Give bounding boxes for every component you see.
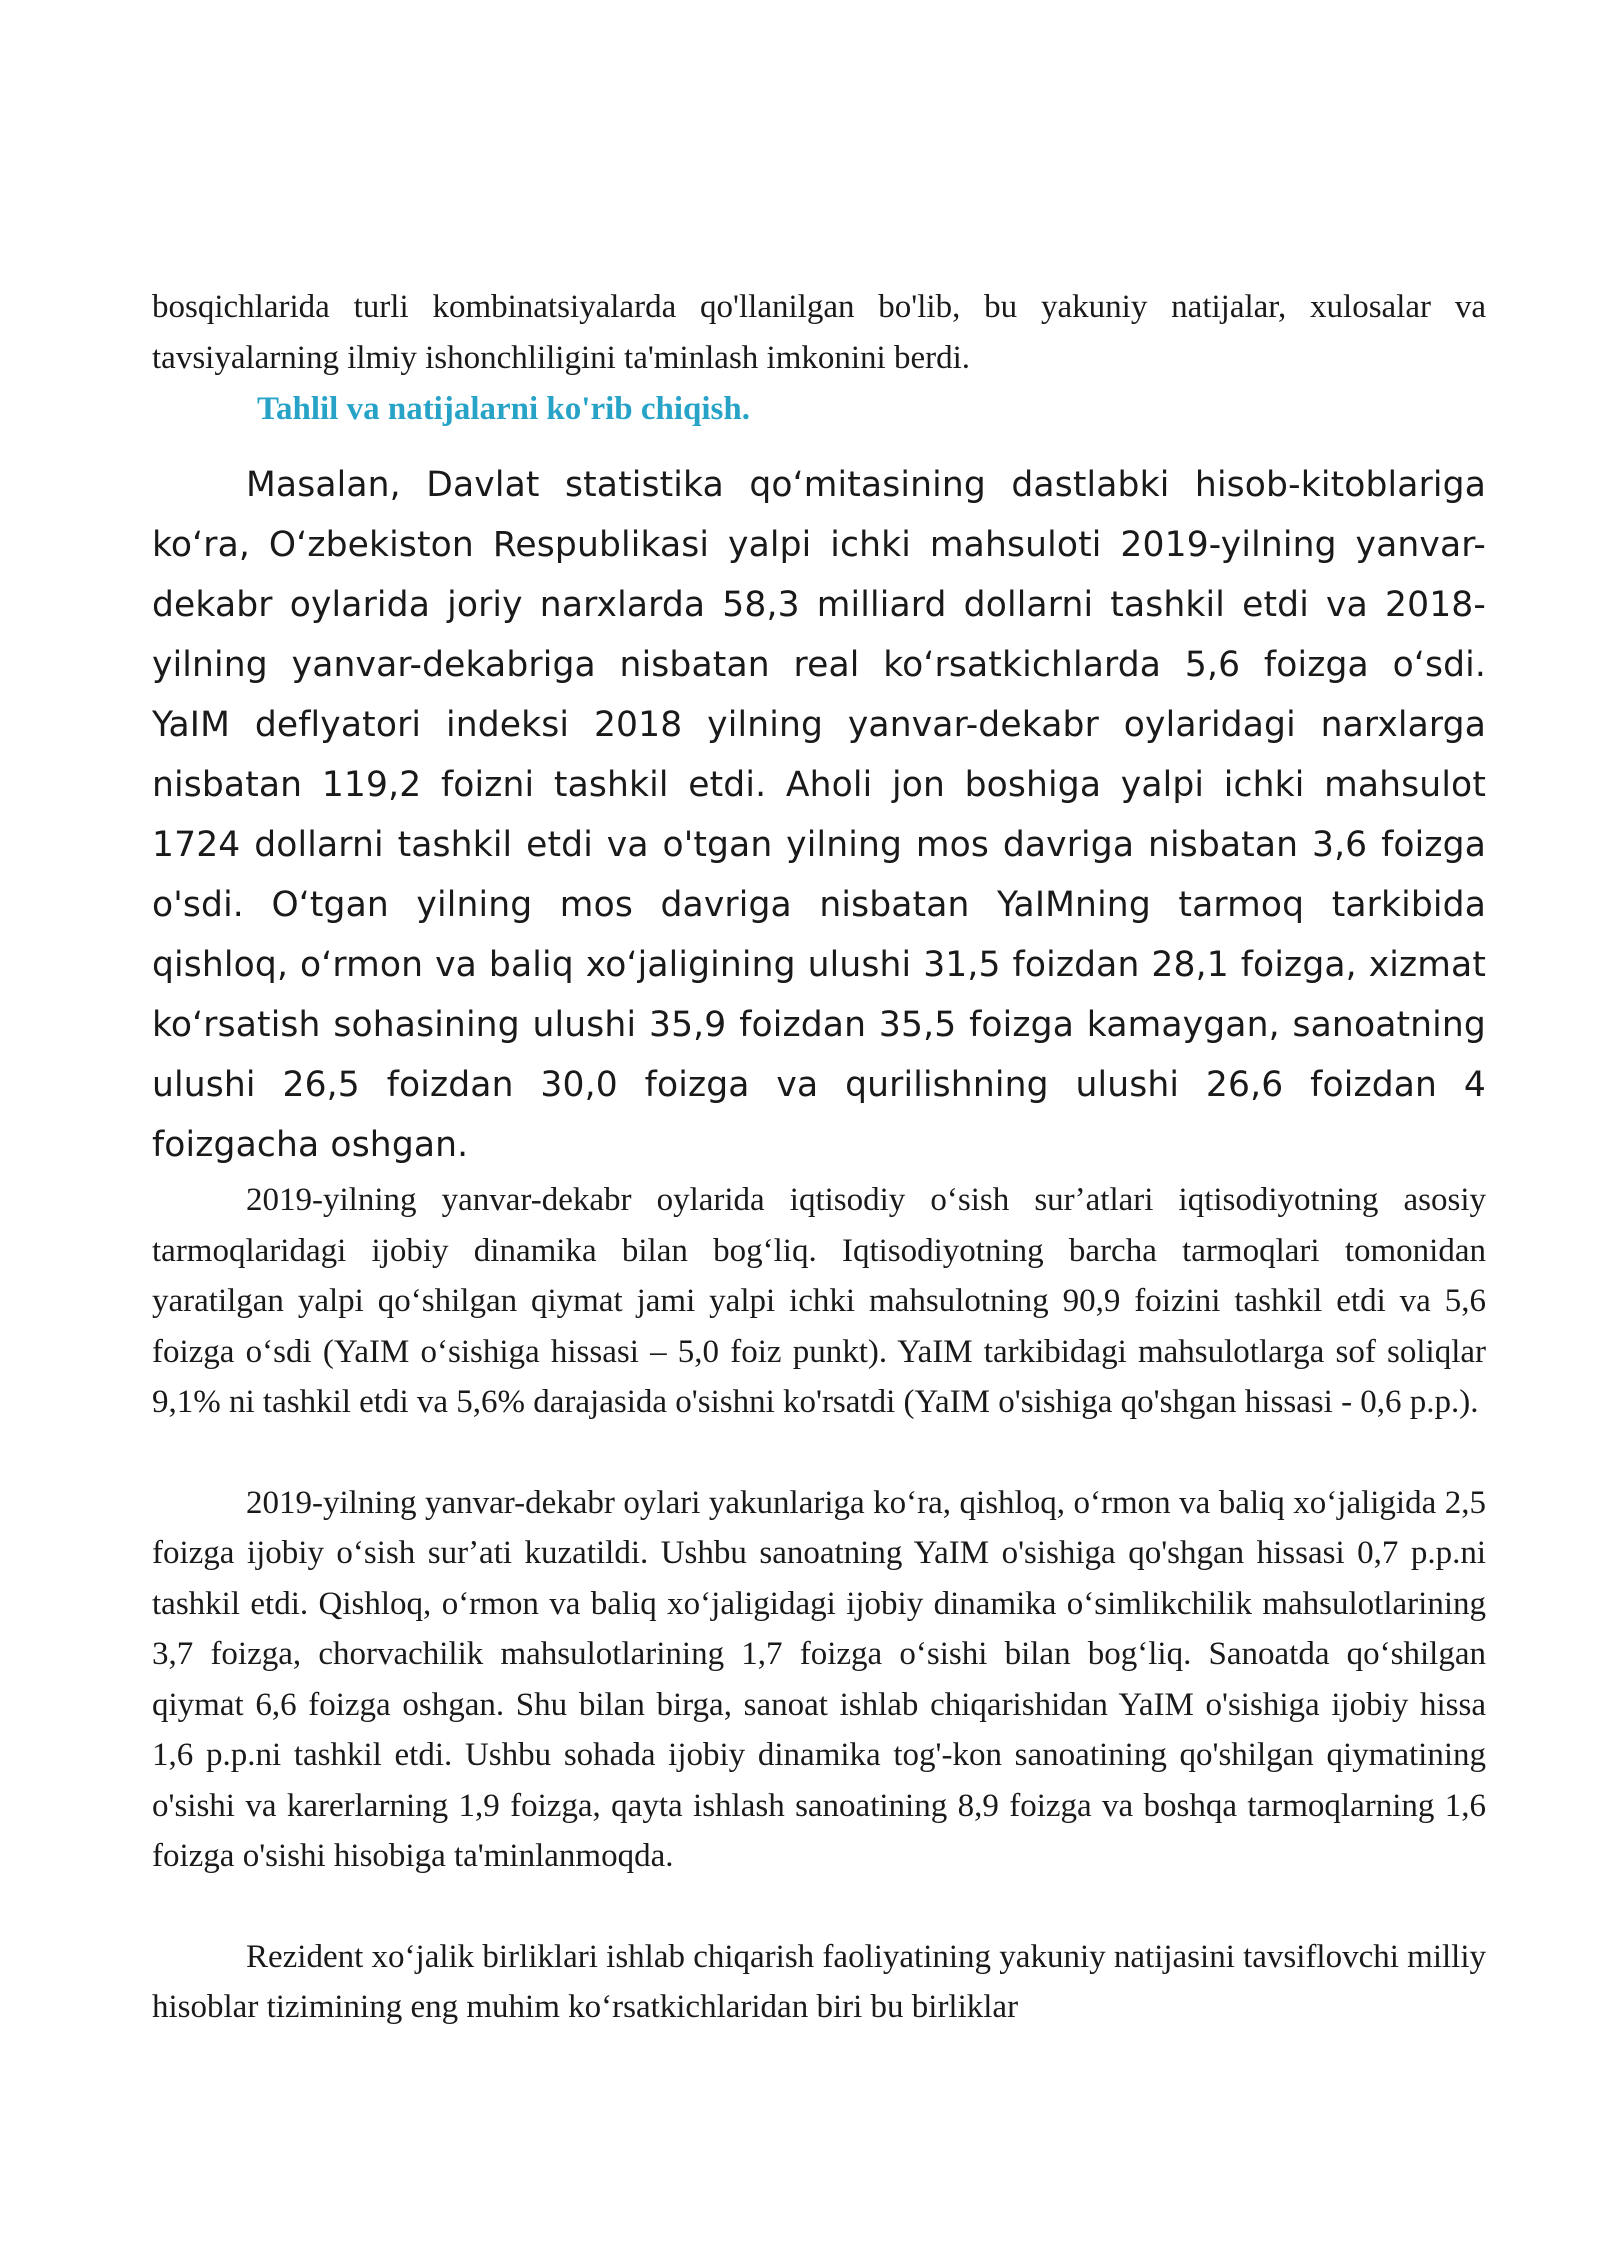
document-body [152,282,1486,2033]
intro-continuation-paragraph: bosqichlarida turli kombinatsiyalarda qo'llanilgan bo'lib, bu yakuniy natijalar, xulosalar va tavsiyalarning ilmiy ishonchliligini ta'minlash imkonini berdi. [152,289,1486,376]
spacer [152,1882,1486,1932]
spacer [152,1428,1486,1478]
paragraph-growth-dynamics: 2019-yilning yanvar-dekabr oylarida iqtisodiy oʻsish surʼatlari iqtisodiyotning asosiy tarmoqlaridagi ijobiy dinamika bilan bogʻliq. Iqtisodiyotning barcha tarmoqlari tomonidan yaratilgan yalpi qoʻshilgan qiymat jami yalpi ichki mahsulotning 90,9 foizini tashkil etdi va 5,6 foizga oʻsdi (YaIM oʻsishiga hissasi – 5,0 foiz punkt). YaIM tarkibidagi mahsulotlarga sof soliqlar 9,1% ni tashkil etdi va 5,6% darajasida o'sishni ko'rsatdi (YaIM o'sishiga qo'shgan hissasi - 0,6 p.p.). [152,1182,1486,1420]
paragraph-gdp-overview: Masalan, Davlat statistika qoʻmitasining dastlabki hisob-kitoblariga koʻra, Oʻzbekiston Respublikasi yalpi ichki mahsuloti 2019-yilning yanvar-dekabr oylarida joriy narxlarda 58,3 milliard dollarni tashkil etdi va 2018-yilning yanvar-dekabriga nisbatan real koʻrsatkichlarda 5,6 foizga oʻsdi. YaIM deflyatori indeksi 2018 yilning yanvar-dekabr oylaridagi narxlarga nisbatan 119,2 foizni tashkil etdi. Aholi jon boshiga yalpi ichki mahsulot 1724 dollarni tashkil etdi va o'tgan yilning mos davriga nisbatan 3,6 foizga o'sdi. Oʻtgan yilning mos davriga nisbatan YaIMning tarmoq tarkibida qishloq, oʻrmon va baliq xoʻjaligining ulushi 31,5 foizdan 28,1 foizga, xizmat koʻrsatish sohasining ulushi 35,9 foizdan 35,5 foizga kamaygan, sanoatning ulushi 26,5 foizdan 30,0 foizga va qurilishning ulushi 26,6 foizdan 4 foizgacha oshgan. [152,465,1486,1165]
spacer [152,435,1486,455]
paragraph-resident-units: Rezident xoʻjalik birliklari ishlab chiqarish faoliyatining yakuniy natijasini tavsiflovchi milliy hisoblar tizimining eng muhim koʻrsatkichlaridan biri bu birliklar [152,1938,1486,2025]
paragraph-agriculture-industry: 2019-yilning yanvar-dekabr oylari yakunlariga koʻra, qishloq, oʻrmon va baliq xoʻjaligida 2,5 foizga ijobiy oʻsish surʼati kuzatildi. Ushbu sanoatning YaIM o'sishiga qo'shgan hissasi 0,7 p.p.ni tashkil etdi. Qishloq, oʻrmon va baliq xoʻjaligidagi ijobiy dinamika oʻsimlikchilik mahsulotlarining 3,7 foizga, chorvachilik mahsulotlarining 1,7 foizga oʻsishi bilan bogʻliq. Sanoatda qoʻshilgan qiymat 6,6 foizga oshgan. Shu bilan birga, sanoat ishlab chiqarishidan YaIM o'sishiga ijobiy hissa 1,6 p.p.ni tashkil etdi. Ushbu sohada ijobiy dinamika tog'-kon sanoatining qo'shilgan qiymatining o'sishi va karerlarning 1,9 foizga, qayta ishlash sanoatining 8,9 foizga va boshqa tarmoqlarning 1,6 foizga o'sishi hisobiga ta'minlanmoqda. [152,1484,1486,1874]
section-heading: Tahlil va natijalarni ko'rib chiqish. [257,391,751,427]
